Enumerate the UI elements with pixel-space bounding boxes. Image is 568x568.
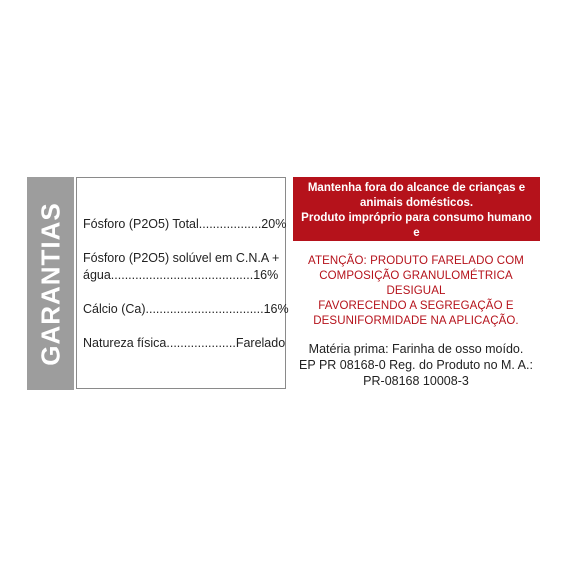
attention-line-3: FAVORECENDO A SEGREGAÇÃO E [318,300,514,312]
garantia-fosforo-total: Fósforo (P2O5) Total..................20% [83,217,287,231]
raw-material-line-3: PR-08168 10008-3 [363,374,469,388]
attention-notice [290,254,542,329]
garantia-fosforo-soluvel: Fósforo (P2O5) solúvel em C.N.A + água.........................................16% [83,251,280,282]
garantia-calcio: Cálcio (Ca)..................................16% [83,302,289,316]
warning-line-2: animais domésticos. [359,197,474,209]
raw-material-line-1: Matéria prima: Farinha de osso moído. [308,342,524,356]
attention-line-2: COMPOSIÇÃO GRANULOMÉTRICA DESIGUAL [319,270,513,297]
attention-line-4: DESUNIFORMIDADE NA APLICAÇÃO. [313,315,519,327]
warning-box [293,177,540,254]
warning-line-3: Produto impróprio para consumo humano e [301,212,532,239]
info-column [290,177,542,389]
raw-material-line-2: EP PR 08168-0 Reg. do Produto no M. A.: [299,358,533,372]
warning-line-4: animal – Pode causar intoxicação [324,242,509,254]
attention-line-1: ATENÇÃO: PRODUTO FARELADO COM [308,255,524,267]
garantias-table [76,177,289,389]
garantias-label: GARANTIAS [35,201,65,366]
warning-line-1: Mantenha fora do alcance de crianças e [307,182,526,194]
raw-material-info [290,341,542,389]
garantias-sidebar [27,177,74,390]
garantia-natureza-fisica: Natureza física....................Farelado [83,336,286,350]
